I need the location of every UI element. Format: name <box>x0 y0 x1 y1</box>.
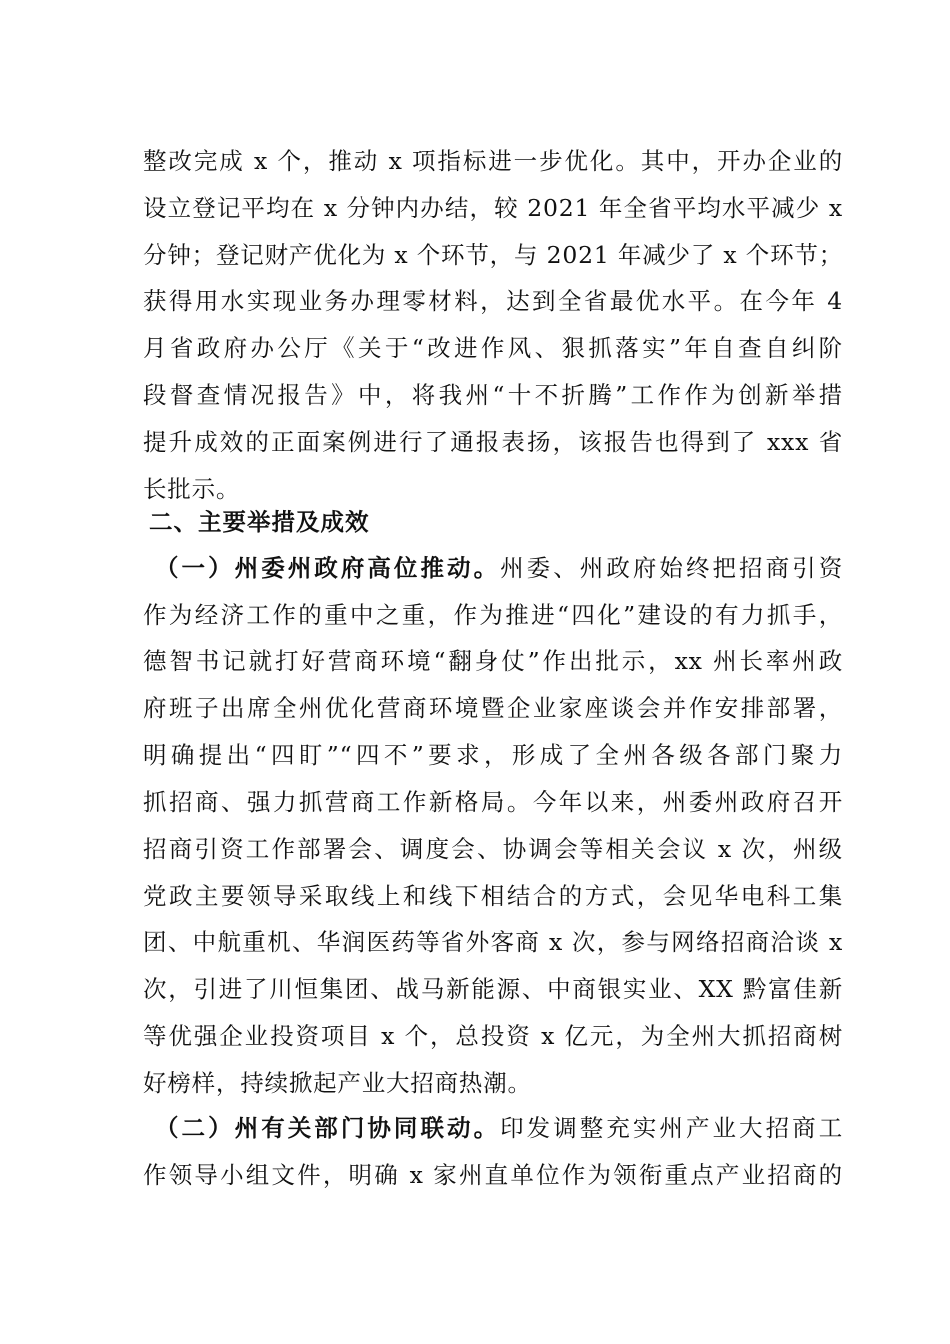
paragraph-line: 府班子出席全州优化营商环境暨企业家座谈会并作安排部署， <box>143 694 843 722</box>
paragraph-line: 作领导小组文件，明确 x 家州直单位作为领衔重点产业招商的 <box>143 1161 843 1189</box>
paragraph-line: 等优强企业投资项目 x 个，总投资 x 亿元，为全州大抓招商树 <box>143 1022 843 1050</box>
paragraph-line: 整改完成 x 个，推动 x 项指标进一步优化。其中，开办企业的 <box>143 147 843 175</box>
paragraph-line: 党政主要领导采取线上和线下相结合的方式，会见华电科工集 <box>143 882 843 910</box>
paragraph-line: 段督查情况报告》中，将我州“十不折腾”工作作为创新举措 <box>143 381 843 409</box>
section-heading: 二、主要举措及成效 <box>149 508 370 536</box>
paragraph-line: 提升成效的正面案例进行了通报表扬，该报告也得到了 xxx 省 <box>143 428 843 456</box>
subsection-title: （一）州委州政府高位推动。 <box>155 554 501 582</box>
subsection-first-line <box>155 1108 843 1148</box>
paragraph-line: 作为经济工作的重中之重，作为推进“四化”建设的有力抓手， <box>143 601 843 629</box>
paragraph-line: 招商引资工作部署会、调度会、协调会等相关会议 x 次，州级 <box>143 835 843 863</box>
paragraph-line: 抓招商、强力抓营商工作新格局。今年以来，州委州政府召开 <box>143 788 843 816</box>
paragraph-line: 获得用水实现业务办理零材料，达到全省最优水平。在今年 4 <box>143 287 843 315</box>
subsection-text: 印发调整充实州产业大招商工 <box>500 1114 843 1142</box>
subsection-text: 州委、州政府始终把招商引资 <box>500 554 843 582</box>
paragraph-line: 好榜样，持续掀起产业大招商热潮。 <box>143 1069 532 1097</box>
paragraph-line: 月省政府办公厅《关于“改进作风、狠抓落实”年自查自纠阶 <box>143 334 843 362</box>
paragraph-line: 次，引进了川恒集团、战马新能源、中商银实业、XX 黔富佳新 <box>143 975 843 1003</box>
subsection-title: （二）州有关部门协同联动。 <box>155 1114 501 1142</box>
paragraph-line: 设立登记平均在 x 分钟内办结，较 2021 年全省平均水平减少 x <box>143 194 843 222</box>
subsection-first-line <box>155 548 843 588</box>
paragraph-line: 明确提出“四盯”“四不”要求，形成了全州各级各部门聚力 <box>143 741 843 769</box>
paragraph-line: 团、中航重机、华润医药等省外客商 x 次，参与网络招商洽谈 x <box>143 928 843 956</box>
paragraph-line: 德智书记就打好营商环境“翻身仗”作出批示，xx 州长率州政 <box>143 647 843 675</box>
paragraph-line: 分钟；登记财产优化为 x 个环节，与 2021 年减少了 x 个环节； <box>143 241 843 269</box>
paragraph-line: 长批示。 <box>143 475 241 503</box>
